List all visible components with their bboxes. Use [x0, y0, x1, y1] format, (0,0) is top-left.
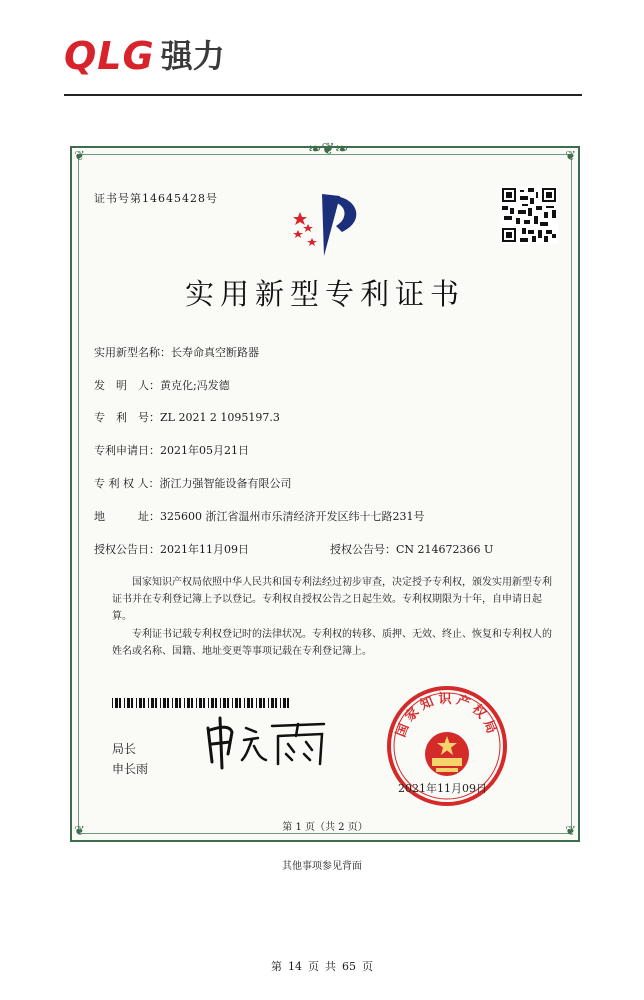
patent-certificate [70, 139, 580, 842]
field-label: 发 明 人： [94, 379, 160, 392]
patent-office-emblem-icon [284, 190, 374, 258]
field-value: 浙江力强智能设备有限公司 [159, 477, 292, 490]
corner-ornament-icon: ❦ [565, 149, 576, 164]
field-label: 地 址： [94, 510, 160, 523]
field-value: CN 214672366 U [396, 543, 494, 556]
director-signature-icon [202, 714, 332, 770]
field-label: 授权公告日： [94, 543, 160, 556]
certificate-title: 实用新型专利证书 [184, 277, 465, 311]
top-ornament-icon: ❧❦❧ [308, 139, 349, 158]
back-side-note: 其他事项参见背面 [282, 861, 362, 872]
footer-current-page: 14 [288, 960, 302, 973]
footer-total-pages: 65 [342, 960, 356, 973]
utility-model-name-row [94, 344, 259, 360]
filing-date-row [94, 442, 249, 458]
company-logo [64, 36, 225, 76]
field-value: 2021年11月09日 [160, 543, 249, 556]
seal-date: 2021年11月09日 [398, 782, 487, 795]
patentee-row [94, 475, 292, 491]
footer-page-word: 页 [308, 960, 319, 973]
grant-date-row [94, 541, 249, 557]
footer-suffix: 页 [362, 960, 373, 973]
field-label: 实用新型名称： [94, 346, 171, 359]
field-label: 专利申请日： [94, 444, 160, 457]
field-label: 授权公告号： [330, 543, 396, 556]
logo-cjk-text: 强力 [160, 37, 225, 75]
footer-total-word: 共 [325, 960, 336, 973]
field-value: 黄克化;冯发德 [160, 379, 230, 392]
patent-number-row [94, 409, 280, 425]
field-value: 长寿命真空断路器 [171, 346, 259, 359]
grant-number-row [330, 541, 493, 557]
address-row [94, 508, 424, 524]
field-label: 专 利 权 人： [94, 477, 160, 490]
director-name: 申长雨 [112, 762, 149, 776]
svg-text:国家知识产权局: 国家知识产权局 [393, 692, 501, 740]
corner-ornament-icon: ❦ [74, 149, 85, 164]
qr-code-icon [500, 186, 558, 244]
field-label: 专 利 号： [94, 411, 160, 424]
barcode-icon [112, 698, 292, 708]
field-value: 325600 浙江省温州市乐清经济开发区纬十七路231号 [160, 510, 425, 523]
document-page-footer [0, 958, 644, 974]
header-divider [64, 94, 582, 96]
corner-ornament-icon: ❦ [565, 824, 576, 839]
field-value: 2021年05月21日 [160, 444, 249, 457]
inventor-row [94, 377, 230, 393]
field-value: ZL 2021 2 1095197.3 [160, 411, 280, 424]
legal-status-paragraph: 专利证书记载专利权登记时的法律状况。专利权的转移、质押、无效、终止、恢复和专利权人的姓名或名称、国籍、地址变更等事项记载在专利登记簿上。 [112, 629, 552, 657]
director-title: 局长 [112, 742, 137, 756]
grant-statement-paragraph: 国家知识产权局依照中华人民共和国专利法经过初步审查，决定授予专利权，颁发实用新型专利证书并在专利登记簿上予以登记。专利权自授权公告之日起生效。专利权期限为十年，自申请日起算。 [112, 577, 552, 622]
footer-prefix: 第 [271, 960, 282, 973]
certificate-page-indicator: 第 1 页（共 2 页） [282, 822, 368, 833]
corner-ornament-icon: ❦ [74, 824, 85, 839]
logo-latin-text: QLG [64, 34, 155, 78]
certificate-number: 证书号第14645428号 [94, 192, 218, 205]
